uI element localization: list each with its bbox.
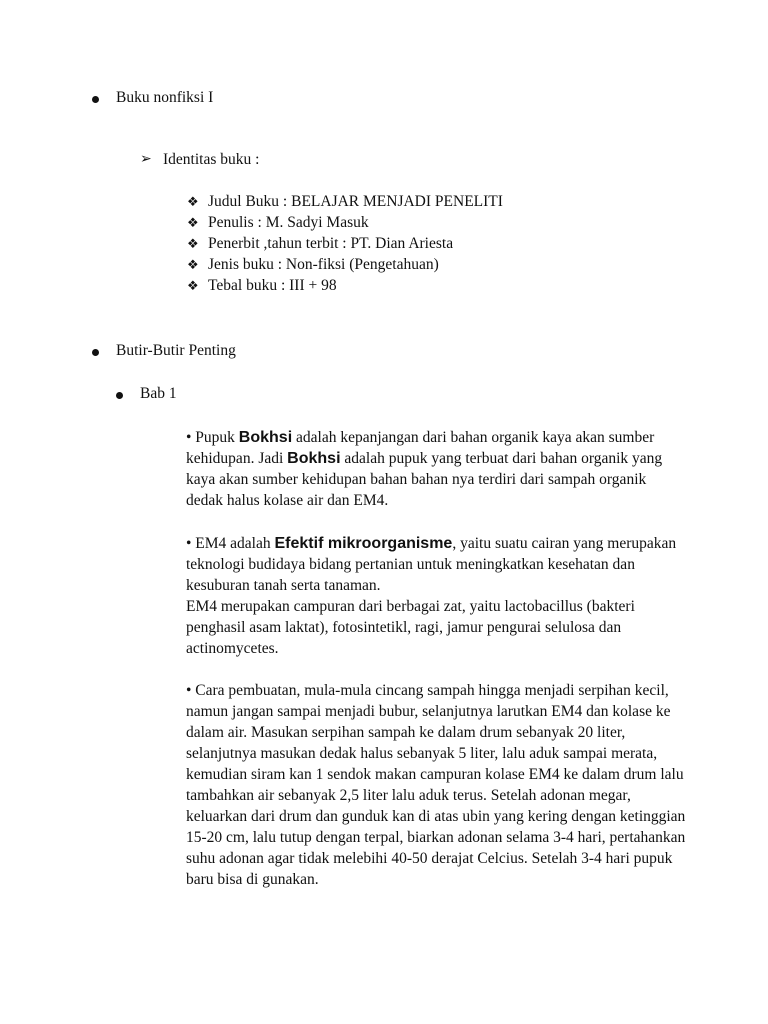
procedure-text: • Cara pembuatan, mula-mula cincang sampah hingga menjadi serpihan kecil, namun jangan sampai menjadi bubur, selanjutnya larutkan EM4 dan kolase ke dalam air. Masukan serpihan sampah ke dalam drum sebanyak 20 liter, selanjutnya masukan dedak halus sebanyak 5 liter, lalu aduk sampai merata, kemudian siram kan 1 sendok makan campuran kolase EM4 ke dalam drum lalu tambahkan air sebanyak 2,5 liter lalu aduk terus. Setelah adonan megar, keluarkan dari drum dan gunduk kan di atas ubin yang kering dengan ketinggian 15-20 cm, lalu tutup dengan terpal, biarkan adonan selama 3-4 hari, pertahankan suhu adonan agar tidak melebihi 40-50 derajat Celcius. Setelah 3-4 hari pupuk baru bisa di gunakan. xyxy=(186,682,686,888)
diamond-bullet-icon: ❖ xyxy=(187,257,199,272)
bullet-dot xyxy=(116,392,123,399)
identity-item-thickness: Tebal buku : III + 98 xyxy=(208,277,337,294)
paragraph-bokhsi xyxy=(186,427,686,511)
diamond-bullet-icon: ❖ xyxy=(187,194,199,209)
paragraph-em4 xyxy=(186,533,686,659)
bold-term: Bokhsi xyxy=(238,429,293,446)
text-run: adalah kepanjangan dari bahan organik kaya akan sumber kehidupan. Jadi xyxy=(186,429,655,467)
diamond-bullet-icon: ❖ xyxy=(187,236,199,251)
text-run: • Pupuk xyxy=(186,429,239,446)
diamond-bullet-icon: ❖ xyxy=(187,215,199,230)
bullet-dot xyxy=(92,349,99,356)
text-run: adalah pupuk yang terbuat dari bahan organik yang kaya akan sumber kehidupan bahan bahan nya terdiri dari sampah organik dedak halus kolase air dan EM4. xyxy=(186,450,663,509)
bullet-dot xyxy=(92,96,99,103)
paragraph-cara-pembuatan xyxy=(186,680,686,890)
diamond-bullet-icon: ❖ xyxy=(187,278,199,293)
arrow-bullet-icon: ➢ xyxy=(140,152,152,167)
text-run: , yaitu suatu cairan yang merupakan teknologi budidaya bidang pertanian untuk meningkatkan kesehatan dan kesuburan tanah serta tanaman. xyxy=(186,535,677,594)
section-heading-butir: Butir-Butir Penting xyxy=(116,342,236,359)
identity-item-author: Penulis : M. Sadyi Masuk xyxy=(208,214,369,231)
bold-term: Efektif mikroorganisme xyxy=(274,535,453,552)
text-run: • EM4 adalah xyxy=(186,535,275,552)
section-heading-nonfiksi: Buku nonfiksi I xyxy=(116,89,214,106)
em4-composition-text: EM4 merupakan campuran dari berbagai zat, yaitu lactobacillus (bakteri penghasil asam laktat), fotosintetikl, ragi, jamur pengurai selulosa dan actinomycetes. xyxy=(186,598,635,657)
bold-term: Bokhsi xyxy=(287,450,341,467)
identity-item-title: Judul Buku : BELAJAR MENJADI PENELITI xyxy=(208,193,503,210)
chapter-label: Bab 1 xyxy=(140,385,177,402)
identity-item-type: Jenis buku : Non-fiksi (Pengetahuan) xyxy=(208,256,439,273)
identity-item-publisher: Penerbit ,tahun terbit : PT. Dian Ariesta xyxy=(208,235,454,252)
identity-subheading: Identitas buku : xyxy=(163,151,260,168)
